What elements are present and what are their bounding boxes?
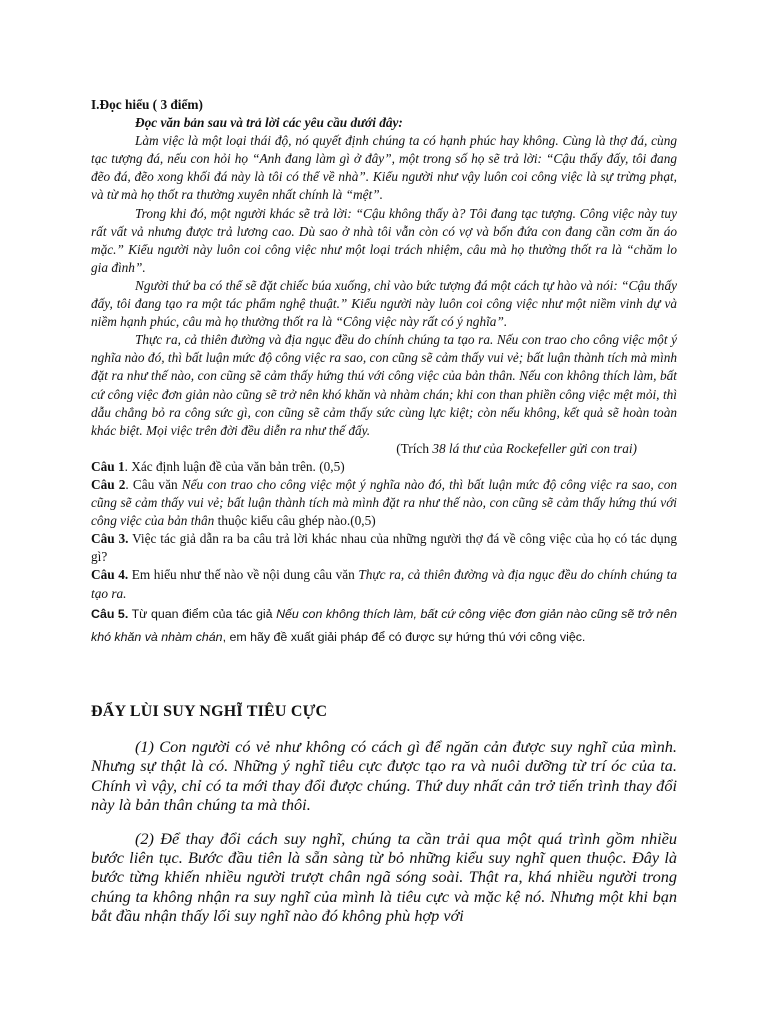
question-4-quote: Thực ra, cả thiên đường và địa ngục đều do chính chúng ta tạo ra.: [91, 567, 677, 601]
essay-paragraph-1: (1) Con người có vẻ như không có cách gì để ngăn cản được suy nghĩ của mình. Nhưng sự thật là có. Những ý nghĩ tiêu cực được tạo ra và nuôi dưỡng từ trí óc của ta. Chính vì vậy, chỉ có ta mới thay đổi được chúng. Thứ duy nhất cản trở tiến trình thay đổi này là bản thân chúng ta mà thôi.: [91, 737, 677, 815]
question-1-label: Câu 1: [91, 458, 125, 474]
question-5-pre: Từ quan điểm của tác giả: [128, 606, 277, 621]
question-2-label: Câu 2: [91, 476, 126, 492]
question-4-pre: Em hiểu như thế nào về nội dung câu văn: [128, 567, 359, 583]
source-prefix: (Trích: [396, 440, 433, 456]
question-2-quote: Nếu con trao cho công việc một ý nghĩa nào đó, thì bất luận mức độ công việc ra sao, con cũng sẽ cảm thấy vui vẻ; bất luận thành tích mà mình đặt ra như thế nào, con cũng sẽ cảm thấy hứng thú với công việc của bản thân: [91, 476, 677, 529]
question-4: [91, 566, 677, 602]
question-5-label: Câu 5.: [91, 606, 129, 621]
question-3: [91, 530, 677, 566]
section-heading: I.Đọc hiểu ( 3 điểm): [91, 97, 203, 112]
essay-title: ĐẨY LÙI SUY NGHĨ TIÊU CỰC: [91, 703, 328, 720]
passage-paragraph-2: Trong khi đó, một người khác sẽ trả lời: “Cậu không thấy à? Tôi đang tạc tượng. Công việc này tuy rất vất vả nhưng được trả lương cao. Dù sao ở nhà tôi vẫn còn có vợ và bốn đứa con đang cần cơm ăn áo mặc.” Kiểu người này luôn coi công việc như một loại trách nhiệm, câu mà họ thường thốt ra là “chăm lo gia đình”.: [91, 205, 677, 275]
question-2-post: thuộc kiểu câu ghép nào.(0,5): [214, 513, 376, 529]
question-3-label: Câu 3.: [91, 531, 129, 547]
passage-paragraph-3: Người thứ ba có thể sẽ đặt chiếc búa xuống, chỉ vào bức tượng đá một cách tự hào và nói: “Cậu thấy đấy, tôi đang tạo ra một tác phẩm nghệ thuật.” Kiểu người này luôn coi công việc như một niềm vinh dự và niềm hạnh phúc, câu mà họ thường thốt ra là “Công việc này rất có ý nghĩa”.: [91, 277, 677, 330]
question-2: [91, 476, 677, 530]
question-5-quote: Nếu con không thích làm, bất cứ công việc đơn giản nào cũng sẽ trở nên khó khăn và nhàm chán: [91, 606, 677, 644]
source-citation: [91, 440, 677, 458]
passage-paragraph-1: Làm việc là một loại thái độ, nó quyết định chúng ta có hạnh phúc hay không. Cùng là thợ đá, cùng tạc tượng đá, nếu con hỏi họ “Anh đang làm gì ở đây”, một trong số họ sẽ trả lời: “Cậu thấy đấy, tôi đang đẽo đá, đẽo xong khối đá này là tôi có thể về nhà”. Kiểu người như vậy luôn coi công việc là sự trừng phạt, và từ mà họ thốt ra thường xuyên nhất chính là “mệt”.: [91, 133, 677, 203]
question-1-text: . Xác định luận đề của văn bản trên. (0,5): [124, 458, 345, 474]
question-1: [91, 458, 677, 476]
essay-body: [91, 737, 677, 940]
reading-section: [91, 96, 677, 649]
source-title: 38 lá thư của Rockefeller gửi con trai): [432, 440, 637, 456]
question-4-label: Câu 4.: [91, 567, 129, 583]
question-2-pre: . Câu văn: [125, 476, 182, 492]
passage-paragraph-4: Thực ra, cả thiên đường và địa ngục đều do chính chúng ta tạo ra. Nếu con trao cho công việc một ý nghĩa nào đó, thì bất luận mức độ công việc ra sao, con cũng sẽ cảm thấy vui vẻ; bất luận thành tích mà mình đặt ra như thế nào, con cũng sẽ cảm thấy hứng thú với công việc của bản thân. Nếu con không thích làm, bất cứ công việc đơn giản nào cũng sẽ trở nên khó khăn và nhàm chán; khi con than phiền công việc mệt mỏi, thì dẫu chẳng bỏ ra công sức gì, con cũng sẽ cảm thấy sức cùng lực kiệt; còn nếu không, kết quả sẽ hoàn toàn khác biệt. Mọi việc trên đời đều diễn ra như thế đấy.: [91, 332, 677, 438]
essay-paragraph-2: (2) Để thay đổi cách suy nghĩ, chúng ta cần trải qua một quá trình gồm nhiều bước liên tục. Bước đầu tiên là sẵn sàng từ bỏ những kiểu suy nghĩ quen thuộc. Đây là bước từng khiến nhiều người trượt chân ngã sóng soài. Thật ra, khá nhiều người trong chúng ta không nhận ra suy nghĩ của mình là tiêu cực và mặc kệ nó. Nhưng một khi bạn bắt đầu nhận thấy lối suy nghĩ nào đó không phù hợp với: [91, 828, 677, 926]
question-3-text: Việc tác giả dẫn ra ba câu trả lời khác nhau của những người thợ đá về công việc của họ có tác dụng gì?: [91, 531, 677, 565]
question-5: [91, 603, 677, 649]
question-5-post: , em hãy đề xuất giải pháp để có được sự hứng thú với công việc.: [222, 629, 586, 644]
instruction-line: Đọc văn bản sau và trả lời các yêu cầu dưới đây:: [135, 115, 403, 131]
